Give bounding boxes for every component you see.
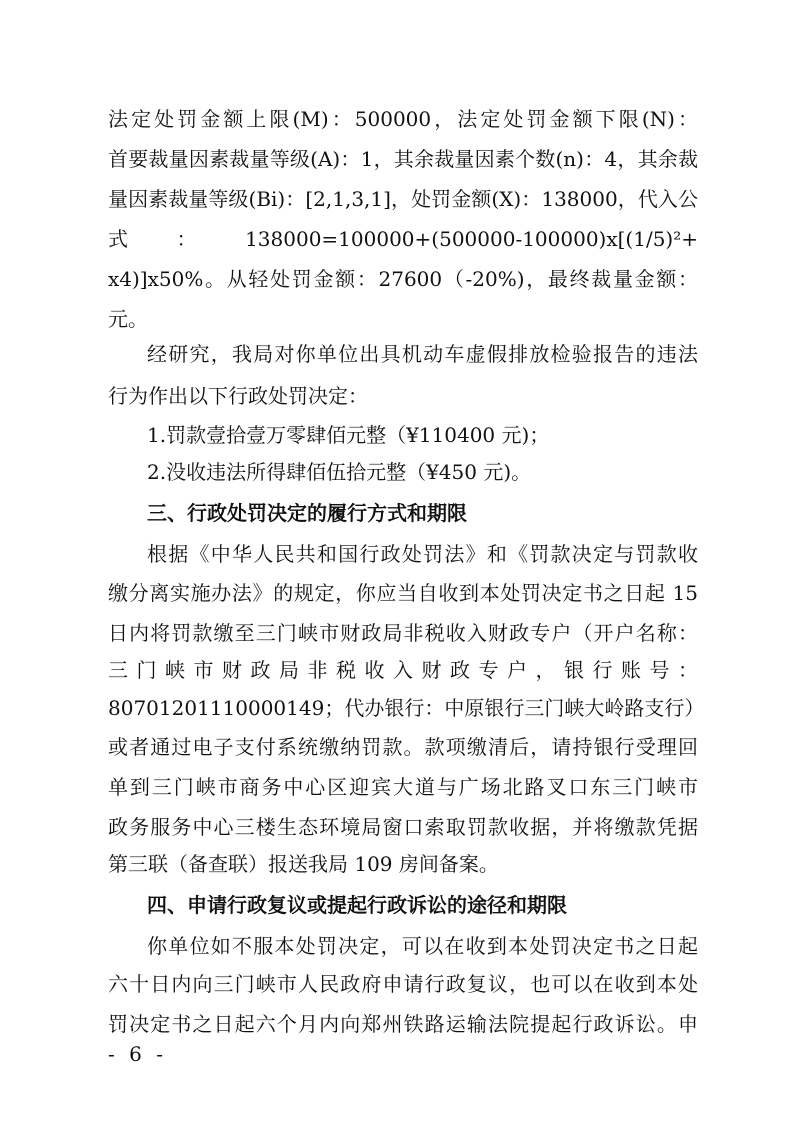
calc-line-1: 法定处罚金额上限(M)：500000，法定处罚金额下限(N)： [108, 107, 698, 131]
calc-line-4: 式：138000=100000+(500000-100000)x[(1/5)²+ [108, 227, 698, 251]
payment-line-7: 单到三门峡市商务中心区迎宾大道与广场北路叉口东三门峡市 [108, 775, 698, 799]
calc-line-6: 元。 [108, 307, 148, 331]
payment-line-9: 第三联（备查联）报送我局 109 房间备案。 [108, 852, 499, 876]
payment-line-3: 日内将罚款缴至三门峡市财政局非税收入财政专户（开户名称： [108, 621, 698, 645]
section-heading-3: 三、行政处罚决定的履行方式和期限 [147, 501, 467, 525]
calc-line-3: 量因素裁量等级(Bi)：[2,1,3,1]，处罚金额(X)：138000，代入公 [108, 187, 698, 211]
penalty-item-1: 1.罚款壹拾壹万零肆佰元整（¥110400 元)； [147, 423, 550, 447]
section-heading-4: 四、申请行政复议或提起行政诉讼的途径和期限 [147, 893, 567, 917]
decision-line-1: 经研究，我局对你单位出具机动车虚假排放检验报告的违法 [147, 342, 698, 366]
penalty-item-2: 2.没收违法所得肆佰伍拾元整（¥450 元)。 [147, 460, 532, 484]
appeal-line-3: 罚决定书之日起六个月内向郑州铁路运输法院提起行政诉讼。申 [108, 1012, 698, 1036]
calc-line-2: 首要裁量因素裁量等级(A)：1，其余裁量因素个数(n)：4，其余裁 [108, 147, 698, 171]
appeal-line-1: 你单位如不服本处罚决定，可以在收到本处罚决定书之日起 [147, 934, 698, 958]
payment-line-6: 或者通过电子支付系统缴纳罚款。款项缴清后，请持银行受理回 [108, 735, 698, 759]
page-number: - 6 - [108, 1042, 167, 1066]
payment-line-8: 政务服务中心三楼生态环境局窗口索取罚款收据，并将缴款凭据 [108, 815, 698, 839]
payment-line-4: 三门峡市财政局非税收入财政专户，银行账号： [108, 658, 698, 682]
decision-line-2: 行为作出以下行政处罚决定： [108, 384, 368, 408]
payment-line-1: 根据《中华人民共和国行政处罚法》和《罚款决定与罚款收 [147, 542, 698, 566]
payment-line-2: 缴分离实施办法》的规定，你应当自收到本处罚决定书之日起 15 [108, 581, 698, 605]
payment-line-5: 80701201110000149；代办银行：中原银行三门峡大岭路支行） [108, 696, 705, 720]
calc-line-5: x4)]x50%。从轻处罚金额：27600（-20%)，最终裁量金额： [108, 267, 698, 291]
appeal-line-2: 六十日内向三门峡市人民政府申请行政复议，也可以在收到本处 [108, 972, 698, 996]
